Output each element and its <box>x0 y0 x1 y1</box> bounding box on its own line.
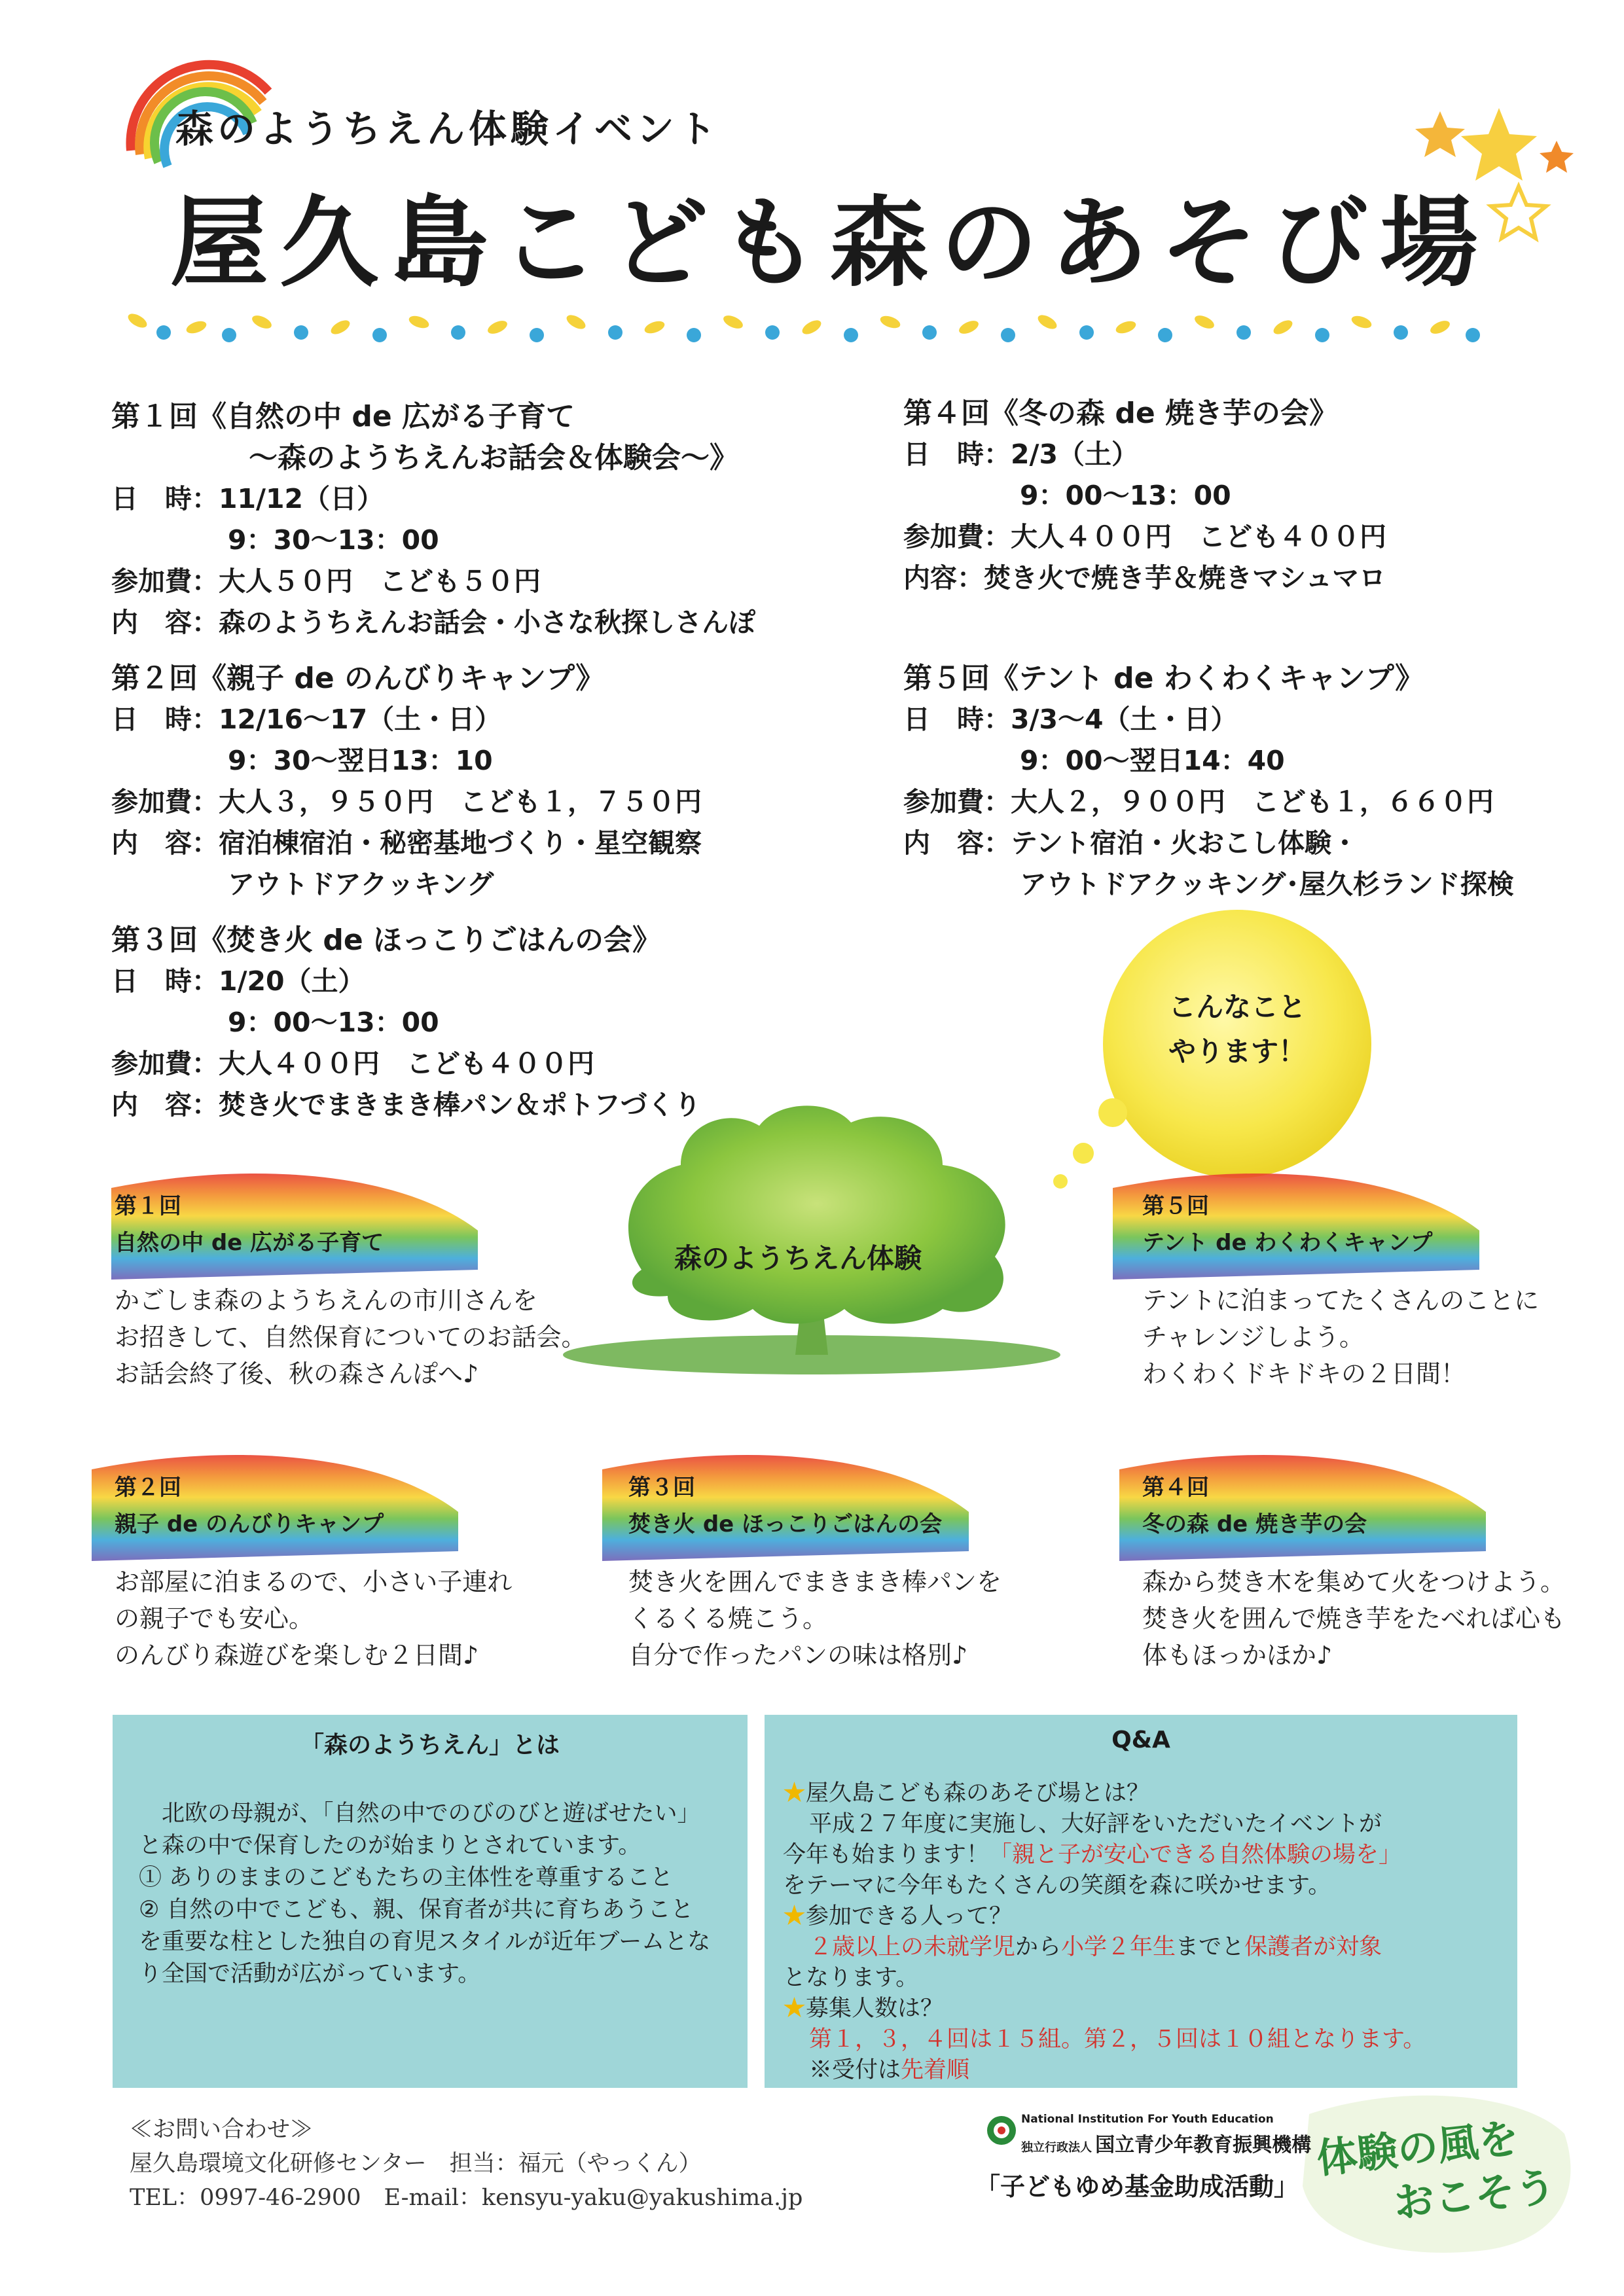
highlight-5-line-1: テントに泊まってたくさんのことに <box>1142 1286 1540 1315</box>
event-5-content: 内 容：テント宿泊・火おこし体験・ <box>903 827 1358 859</box>
bubble-text <box>1139 985 1335 1074</box>
event-2-time: 9：30〜翌日13：10 <box>228 745 493 776</box>
niye-japanese: 国立青少年教育振興機構 <box>1095 2134 1312 2157</box>
star-icon: ★ <box>783 1903 806 1929</box>
tree-label: 森のようちえん体験 <box>674 1242 922 1274</box>
event-5-time: 9：00〜翌日14：40 <box>1020 745 1285 776</box>
event-2-fee: 参加費：大人３，９５０円 こども１，７５０円 <box>111 786 702 817</box>
qa-answer-2-text-1: から <box>1015 1934 1062 1960</box>
qa-title: Q&A <box>1111 1727 1170 1753</box>
garland-divider <box>126 311 1480 342</box>
highlight-1-line-2: お招きして、自然保育についてのお話会。 <box>115 1323 586 1352</box>
event-4-date: 日 時：2/3（土） <box>903 439 1139 470</box>
event-2-schedule <box>111 658 702 905</box>
contact-label: ≪お問い合わせ≫ <box>130 2117 314 2143</box>
highlight-2 <box>115 1469 512 1674</box>
page-title: 屋久島こども森のあそび場 <box>170 187 1490 300</box>
fund-label: 「子どもゆめ基金助成活動」 <box>975 2172 1299 2201</box>
contact-block <box>130 2113 803 2215</box>
highlight-1-line-1: かごしま森のようちえんの市川さんを <box>115 1286 538 1315</box>
highlight-5 <box>1142 1188 1539 1392</box>
highlight-1 <box>115 1188 586 1392</box>
event-3-time: 9：00〜13：00 <box>228 1007 439 1038</box>
contact-org: 屋久島環境文化研修センター 担当：福元（やっくん） <box>130 2151 702 2177</box>
event-1-heading-2: 〜森のようちえんお話会＆体験会〜》 <box>249 441 738 475</box>
event-1-date: 日 時：11/12（日） <box>111 483 384 514</box>
star-icon: ★ <box>783 1780 806 1806</box>
event-4-heading: 第４回《冬の森 de 焼き芋の会》 <box>903 397 1338 430</box>
highlight-3-name: 焚き火 de ほっこりごはんの会 <box>628 1511 943 1537</box>
slogan-line-1: 体験の風を <box>1314 2113 1521 2183</box>
niye-small-label: 独立行政法人 <box>1021 2141 1092 2155</box>
highlight-2-name: 親子 de のんびりキャンプ <box>115 1511 384 1537</box>
event-1-schedule <box>111 396 755 643</box>
event-2-date: 日 時：12/16〜17（土・日） <box>111 704 502 735</box>
qa-box <box>765 1715 1517 2088</box>
event-5-fee: 参加費：大人２，９００円 こども１，６６０円 <box>903 786 1494 817</box>
highlight-4 <box>1142 1469 1565 1674</box>
event-3-date: 日 時：1/20（土） <box>111 965 365 997</box>
highlight-3-line-1: 焚き火を囲んでまきまき棒パンを <box>628 1568 1002 1596</box>
event-subtitle: 森のようちえん体験イベント <box>175 107 721 151</box>
slogan-line-2: おこそう <box>1391 2162 1558 2227</box>
highlight-3-line-3: 自分で作ったパンの味は格別♪ <box>628 1641 968 1670</box>
bubble-line-2: やります！ <box>1168 1035 1306 1067</box>
event-5-date: 日 時：3/3〜4（土・日） <box>903 704 1238 735</box>
highlight-4-line-3: 体もほっかほか♪ <box>1142 1641 1333 1670</box>
event-3-schedule <box>111 920 701 1126</box>
highlight-3-desc <box>628 1564 1001 1674</box>
event-4-schedule <box>903 393 1386 599</box>
qa-answer-2-text-2: までと <box>1176 1934 1245 1960</box>
qa-content <box>783 1778 1504 2086</box>
star-icon: ★ <box>783 1996 806 2022</box>
niye-english: National Institution For Youth Education <box>1021 2113 1274 2126</box>
qa-answer-1-line-3: をテーマに今年もたくさんの笑顔を森に咲かせます。 <box>783 1873 1331 1899</box>
contact-tel-email: TEL：0997-46-2900 E-mail：kensyu-yaku@yakushima.jp <box>130 2185 803 2211</box>
highlight-4-num: 第４回 <box>1142 1475 1209 1501</box>
event-2-content: 内 容：宿泊棟宿泊・秘密基地づくり・星空観察 <box>111 827 702 859</box>
highlight-3-line-2: くるくる焼こう。 <box>628 1604 828 1633</box>
qa-answer-1-line-2a: 今年も始まります！ <box>783 1842 990 1868</box>
highlight-2-desc <box>115 1564 512 1674</box>
niye-logo <box>1021 2113 1311 2157</box>
highlight-5-desc <box>1142 1282 1539 1392</box>
highlight-4-line-2: 焚き火を囲んで焼き芋をたべれば心も <box>1142 1604 1566 1633</box>
event-3-heading: 第３回《焚き火 de ほっこりごはんの会》 <box>111 924 661 957</box>
highlight-2-line-2: の親子でも安心。 <box>115 1604 314 1633</box>
highlight-1-name: 自然の中 de 広がる子育て <box>115 1230 384 1256</box>
highlight-4-name: 冬の森 de 焼き芋の会 <box>1142 1511 1367 1537</box>
event-5-schedule <box>903 658 1514 905</box>
about-title: 「森のようちえん」とは <box>300 1732 560 1759</box>
qa-question-3: 募集人数は？ <box>806 1996 944 2022</box>
highlight-5-name: テント de わくわくキャンプ <box>1142 1230 1433 1256</box>
highlight-1-desc <box>115 1282 586 1392</box>
event-1-content: 内 容：森のようちえんお話会・小さな秋探しさんぽ <box>111 607 755 638</box>
about-box <box>113 1715 748 2088</box>
event-3-content: 内 容：焚き火でまきまき棒パン＆ポトフづくり <box>111 1089 701 1121</box>
event-4-time: 9：00〜13：00 <box>1020 480 1231 511</box>
qa-question-1: 屋久島こども森のあそび場とは？ <box>806 1780 1150 1806</box>
highlight-1-num: 第１回 <box>115 1193 181 1219</box>
highlight-4-desc <box>1142 1564 1565 1674</box>
event-5-content-2: アウトドアクッキング･屋久杉ランド探検 <box>1020 869 1514 900</box>
qa-question-2: 参加できる人って？ <box>806 1903 1013 1929</box>
event-5-heading: 第５回《テント de わくわくキャンプ》 <box>903 662 1424 695</box>
event-1-fee: 参加費：大人５０円 こども５０円 <box>111 565 541 597</box>
event-3-fee: 参加費：大人４００円 こども４００円 <box>111 1048 594 1079</box>
about-text: 北欧の母親が、「自然の中でのびのびと遊ばせたい」と森の中で保育したのが始まりとされています。 ① ありのままのこどもたちの主体性を尊重すること ② 自然の中でこども、親、保育者が共に育ちあうこと を重要な柱とした独自の育児スタイルが近年ブームとなり全国で活動が広がっています。 <box>139 1801 711 1987</box>
qa-answer-3-note-red: 先着順 <box>901 2057 970 2083</box>
highlight-5-line-3: わくわくドキドキの２日間！ <box>1142 1359 1466 1388</box>
highlight-2-line-3: のんびり森遊びを楽しむ２日間♪ <box>115 1641 479 1670</box>
qa-answer-3: 第１，３，４回は１５組。第２，５回は１０組となります。 <box>809 2026 1426 2053</box>
qa-answer-2-red-2: 小学２年生 <box>1061 1934 1176 1960</box>
qa-answer-2-red-1: ２歳以上の未就学児 <box>809 1934 1016 1960</box>
niye-logo-icon <box>987 2116 1016 2145</box>
event-1-time: 9：30〜13：00 <box>228 524 439 556</box>
highlight-3 <box>628 1469 1001 1674</box>
qa-answer-1-highlight: 「親と子が安心できる自然体験の場を」 <box>989 1842 1402 1868</box>
highlight-4-line-1: 森から焚き木を集めて火をつけよう。 <box>1142 1568 1566 1596</box>
event-2-heading: 第２回《親子 de のんびりキャンプ》 <box>111 662 605 695</box>
highlight-1-line-3: お話会終了後、秋の森さんぽへ♪ <box>115 1359 479 1388</box>
event-1-heading: 第１回《自然の中 de 広がる子育て <box>111 400 575 433</box>
highlight-3-num: 第３回 <box>628 1475 695 1501</box>
event-4-content: 内容：焚き火で焼き芋＆焼きマシュマロ <box>903 562 1386 594</box>
highlight-5-num: 第５回 <box>1142 1193 1209 1219</box>
event-2-content-2: アウトドアクッキング <box>228 869 494 900</box>
bubble-line-1: こんなこと <box>1168 991 1306 1023</box>
highlight-2-line-1: お部屋に泊まるので、小さい子連れ <box>115 1568 513 1596</box>
highlight-2-num: 第２回 <box>115 1475 181 1501</box>
qa-answer-2-red-3: 保護者が対象 <box>1244 1934 1382 1960</box>
event-4-fee: 参加費：大人４００円 こども４００円 <box>903 521 1386 552</box>
qa-answer-1-line-1: 平成２７年度に実施し、大好評をいただいたイベントが <box>809 1811 1382 1837</box>
qa-answer-3-note: ※受付は <box>809 2057 901 2083</box>
qa-answer-2-line-2: となります。 <box>783 1965 919 1991</box>
highlight-5-line-2: チャレンジしよう。 <box>1142 1323 1364 1352</box>
